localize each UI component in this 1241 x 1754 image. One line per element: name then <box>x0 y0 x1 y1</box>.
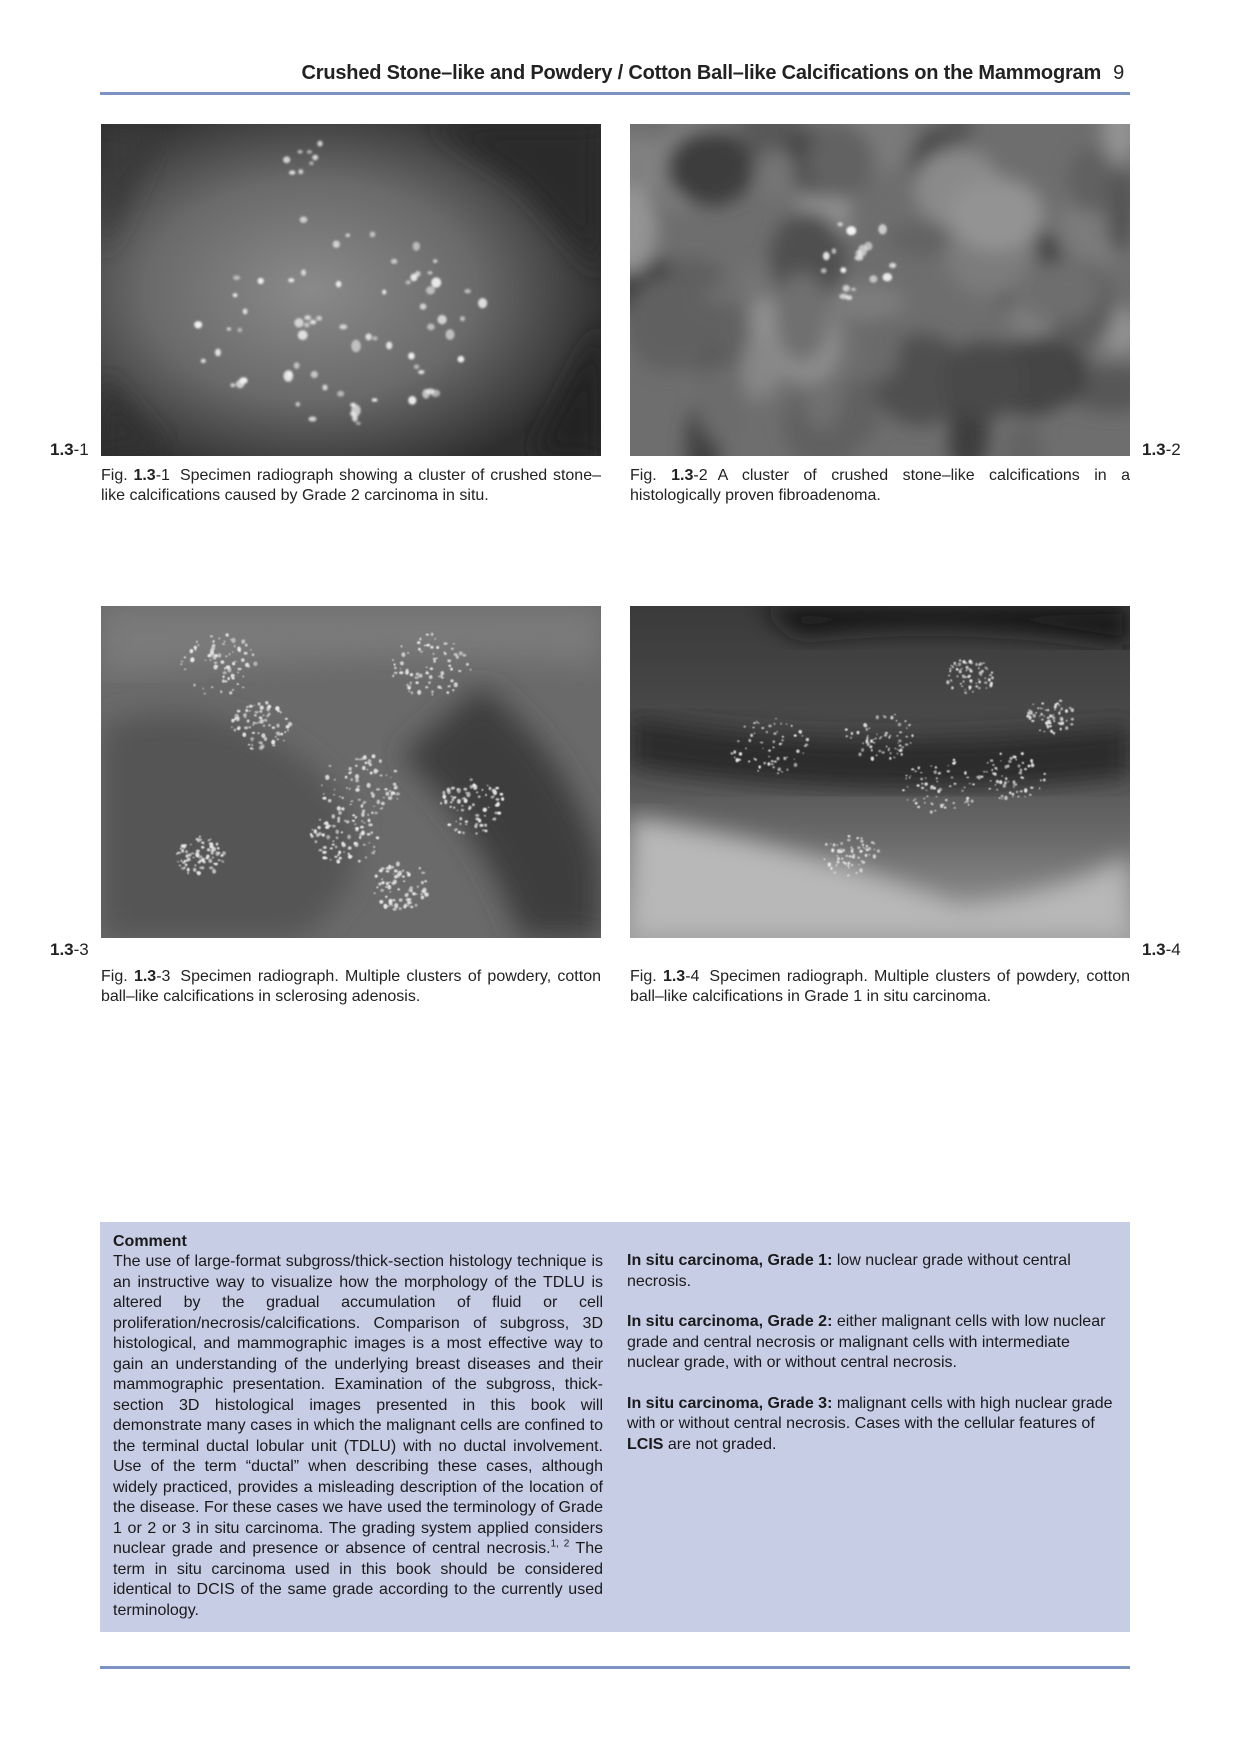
caption-text: A cluster of crushed stone–like calcifications in a histologically proven fibroadenoma. <box>630 467 1130 504</box>
comment-heading: Comment <box>113 1233 187 1250</box>
figure-number-4: 1.3-4 <box>1142 940 1181 959</box>
grade-3-definition: In situ carcinoma, Grade 3: malignant cells with high nuclear grade with or without central necrosis. Cases with the cellular features of LCIS are not graded. <box>627 1394 1113 1453</box>
comment-body: The use of large-format subgross/thick-section histology technique is an instructive way to visualize how the morphology of the TDLU is altered by the gradual accumulation of fluid or cell proliferation/necrosis/calcifications. Comparison of subgross, 3D histological, and mammographic images is a most effective way to gain an understanding of the underlying breast diseases and their mammographic presentation. Examination of the subgross, thick-section 3D histological images presented in this book will demonstrate many cases in which the malignant cells are confined to the terminal ductal lobular unit (TDLU) with no ductal involvement. Use of the term “ductal” when describing these cases, although widely practiced, provides a misleading description of the location of the disease. For these cases we have used the terminology of Grade 1 or 2 or 3 in situ carcinoma. The grading system applied considers nuclear grade and presence or absence of central necrosis. <box>113 1253 603 1557</box>
page-number: 9 <box>1113 62 1124 84</box>
figure-number-1: 1.3-1 <box>50 440 89 459</box>
figure-number-3: 1.3-3 <box>50 940 89 959</box>
figure-1-3-1-radiograph <box>101 124 601 456</box>
caption-text: Specimen radiograph. Multiple clusters of powdery, cotton ball–like calcifications in Grade 1 in situ carcinoma. <box>630 968 1130 1005</box>
reference-superscript: 1, 2 <box>550 1538 570 1550</box>
figure-caption-3: Fig. 1.3-3 Specimen radiograph. Multiple clusters of powdery, cotton ball–like calcifications in sclerosing adenosis. <box>101 968 601 1005</box>
figure-1-3-4-radiograph <box>630 606 1130 938</box>
figure-caption-4: Fig. 1.3-4 Specimen radiograph. Multiple clusters of powdery, cotton ball–like calcifications in Grade 1 in situ carcinoma. <box>630 968 1130 1005</box>
comment-body-end: The term in situ carcinoma used in this book should be considered identical to DCIS of the same grade according to the currently used terminology. <box>113 1540 603 1619</box>
footer-rule <box>100 1666 1130 1669</box>
grade-2-definition: In situ carcinoma, Grade 2: either malignant cells with low nuclear grade and central necrosis or malignant cells with intermediate nuclear grade, with or without central necrosis. <box>627 1313 1106 1371</box>
grade-definitions <box>627 1251 1113 1475</box>
figure-1-3-3-radiograph <box>101 606 601 938</box>
figure-caption-2: Fig. 1.3-2 A cluster of crushed stone–like calcifications in a histologically proven fibroadenoma. <box>630 467 1130 504</box>
grade-1-definition: In situ carcinoma, Grade 1: low nuclear grade without central necrosis. <box>627 1252 1071 1290</box>
header-title: Crushed Stone–like and Powdery / Cotton Ball–like Calcifications on the Mammogram <box>301 62 1102 84</box>
caption-text: Specimen radiograph. Multiple clusters of powdery, cotton ball–like calcifications in sclerosing adenosis. <box>101 968 601 1005</box>
header-rule <box>100 92 1130 95</box>
comment-body-column <box>113 1232 603 1621</box>
caption-text: Specimen radiograph showing a cluster of crushed stone–like calcifications caused by Grade 2 carcinoma in situ. <box>101 467 602 504</box>
figure-1-3-2-radiograph <box>630 124 1130 456</box>
figure-caption-1: Fig. 1.3-1 Specimen radiograph showing a cluster of crushed stone–like calcifications caused by Grade 2 carcinoma in situ. <box>101 467 602 504</box>
running-header <box>100 62 1124 85</box>
figure-number-2: 1.3-2 <box>1142 440 1181 459</box>
